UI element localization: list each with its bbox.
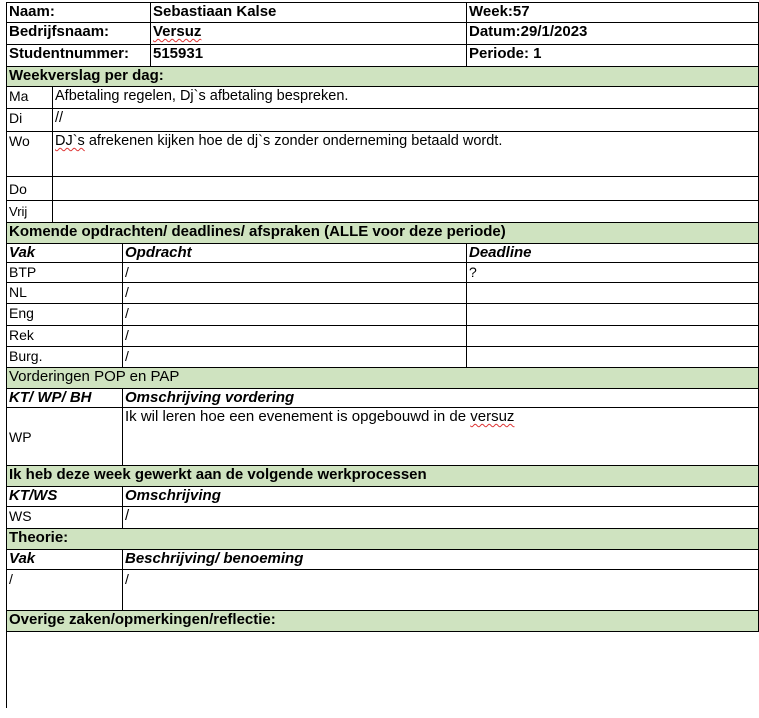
komende-row-opdracht: / (123, 347, 467, 368)
komende-row-vak: NL (7, 283, 123, 304)
theorie-header-beschrijving: Beschrijving/ benoeming (123, 550, 759, 570)
komende-row-vak: Burg. (7, 347, 123, 368)
datum-label: Datum:29/1/2023 (467, 23, 759, 45)
periode-label: Periode: 1 (467, 45, 759, 67)
bedrijf-value (151, 23, 467, 45)
bedrijf-value-text: Versuz (153, 23, 202, 40)
day-ma: Ma (7, 87, 53, 109)
student-value: 515931 (151, 45, 467, 67)
komende-row-opdracht: / (123, 304, 467, 326)
weekverslag-form (6, 2, 759, 708)
pop-row-text-a: Ik wil leren hoe een evenement is opgebouwd in de (125, 408, 471, 425)
pop-header-code: KT/ WP/ BH (7, 389, 123, 408)
werkprocessen-header-code: KT/WS (7, 487, 123, 507)
naam-value: Sebastiaan Kalse (151, 3, 467, 23)
komende-row-deadline: ? (467, 263, 759, 283)
pop-row-text-b: versuz (470, 408, 515, 425)
komende-row-opdracht: / (123, 326, 467, 347)
day-do-text (53, 177, 759, 201)
komende-row-vak: BTP (7, 263, 123, 283)
naam-label: Naam: (7, 3, 151, 23)
komende-header-opdracht: Opdracht (123, 244, 467, 263)
day-vrij-text (53, 201, 759, 223)
komende-row-vak: Eng (7, 304, 123, 326)
komende-row-deadline (467, 283, 759, 304)
komende-row-deadline (467, 304, 759, 326)
pop-header-omschrijving: Omschrijving vordering (123, 389, 759, 408)
komende-header-vak: Vak (7, 244, 123, 263)
theorie-header-vak: Vak (7, 550, 123, 570)
overige-content (7, 632, 759, 708)
day-wo-text (53, 132, 759, 177)
week-label: Week:57 (467, 3, 759, 23)
komende-row-opdracht: / (123, 263, 467, 283)
day-wo-text-a: DJ`s (55, 133, 85, 149)
komende-row-vak: Rek (7, 326, 123, 347)
theorie-row-text: / (123, 570, 759, 611)
komende-title: Komende opdrachten/ deadlines/ afspraken (ALLE voor deze periode) (7, 223, 759, 244)
day-wo-text-b: afrekenen kijken hoe de dj`s zonder onderneming betaald wordt. (84, 133, 503, 149)
komende-row-deadline (467, 347, 759, 368)
student-label: Studentnummer: (7, 45, 151, 67)
komende-header-deadline: Deadline (467, 244, 759, 263)
pop-title: Vorderingen POP en PAP (7, 368, 759, 389)
werkprocessen-row-text: / (123, 507, 759, 529)
werkprocessen-title: Ik heb deze week gewerkt aan de volgende werkprocessen (7, 466, 759, 487)
day-ma-text: Afbetaling regelen, Dj`s afbetaling bespreken. (53, 87, 759, 109)
overige-title: Overige zaken/opmerkingen/reflectie: (7, 611, 759, 632)
theorie-title: Theorie: (7, 529, 759, 550)
day-do: Do (7, 177, 53, 201)
theorie-row-vak: / (7, 570, 123, 611)
pop-row-text (123, 408, 759, 466)
pop-row-code: WP (7, 408, 123, 466)
werkprocessen-row-code: WS (7, 507, 123, 529)
day-vrij: Vrij (7, 201, 53, 223)
weekverslag-title: Weekverslag per dag: (7, 67, 759, 87)
day-di: Di (7, 109, 53, 132)
day-wo: Wo (7, 132, 53, 177)
bedrijf-label: Bedrijfsnaam: (7, 23, 151, 45)
day-di-text: // (53, 109, 759, 132)
werkprocessen-header-omschrijving: Omschrijving (123, 487, 759, 507)
komende-row-deadline (467, 326, 759, 347)
komende-row-opdracht: / (123, 283, 467, 304)
